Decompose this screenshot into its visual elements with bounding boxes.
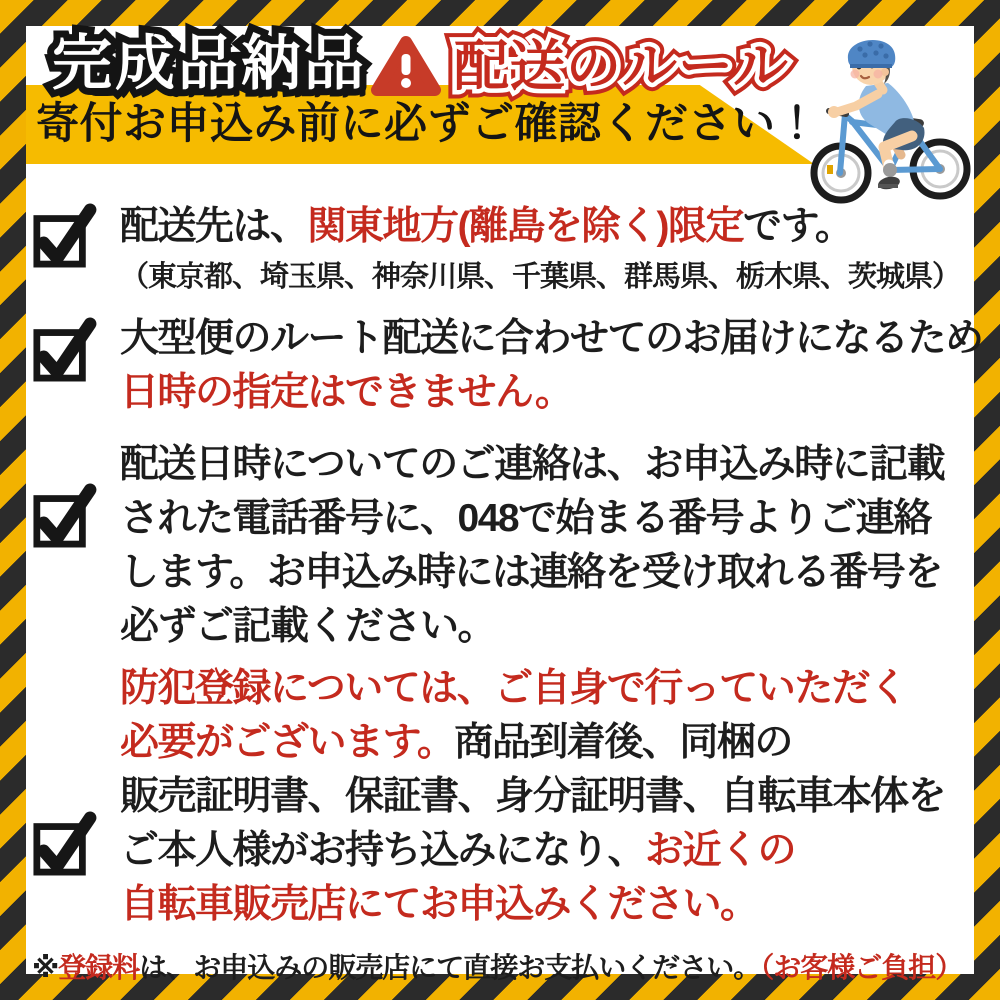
checklist-item bbox=[32, 438, 974, 654]
text-segment: ※ bbox=[32, 952, 59, 983]
checklist bbox=[26, 192, 983, 932]
text-segment: は、お申込みの販売店にて直接お支払いください。 bbox=[139, 952, 761, 983]
text-line bbox=[120, 492, 944, 546]
text-line bbox=[120, 546, 944, 600]
footnote bbox=[26, 942, 974, 988]
text-segment: （お客様ご負担） bbox=[760, 952, 963, 983]
notice-poster bbox=[26, 26, 983, 983]
helmet bbox=[848, 40, 895, 68]
text-line bbox=[120, 600, 944, 654]
checkbox-checked-icon bbox=[32, 202, 94, 300]
text-segment: された電話番号に、048で始まる番号よりご連絡 bbox=[120, 497, 931, 540]
checkbox-checked-icon bbox=[32, 316, 94, 420]
text-segment: 商品到着後、同梱の bbox=[454, 721, 792, 764]
text-segment: 販売証明書、保証書、身分証明書、自転車本体を bbox=[120, 775, 946, 818]
text-segment: 日時の指定はできません。 bbox=[120, 371, 573, 414]
text-segment: ご本人様がお持ち込みになり、 bbox=[120, 829, 646, 872]
text-segment: 配送先は、 bbox=[120, 205, 308, 248]
text-segment: します。お申込み時には連絡を受け取れる番号を bbox=[120, 551, 942, 594]
text-segment: です。 bbox=[743, 205, 853, 248]
text-segment: お近くの bbox=[645, 829, 796, 872]
checkbox-checked-icon bbox=[32, 482, 94, 654]
text-line bbox=[120, 254, 960, 300]
text-segment: 必要がございます。 bbox=[120, 721, 455, 764]
checklist-item bbox=[32, 662, 974, 932]
text-segment: 防犯登録については、ご自身で行っていただく bbox=[120, 667, 907, 710]
text-segment: 必ずご記載ください。 bbox=[120, 605, 496, 648]
text-segment: （東京都、埼玉県、神奈川県、千葉県、群馬県、栃木県、茨城県） bbox=[120, 261, 961, 293]
text-line bbox=[120, 438, 944, 492]
text-line bbox=[120, 770, 945, 824]
text-line bbox=[120, 878, 945, 932]
text-line bbox=[120, 366, 983, 420]
page-title-delivery-rules: 配送のルール 配送のルール 配送のルール bbox=[454, 32, 789, 100]
checklist-item bbox=[32, 312, 983, 420]
text-segment: 自転車販売店にてお申込みください。 bbox=[120, 883, 758, 926]
text-segment: 大型便のルート配送に合わせてのお届けになるため bbox=[120, 317, 983, 360]
text-segment: 配送日時についてのご連絡は、お申込み時に記載 bbox=[120, 443, 945, 486]
text-line bbox=[120, 312, 983, 366]
header bbox=[26, 26, 974, 192]
text-segment: 関東地方(離島を除く)限定 bbox=[307, 205, 743, 248]
page-title-finished-product: 完成品納品 完成品納品 bbox=[52, 28, 367, 100]
text-line bbox=[120, 662, 945, 716]
text-line bbox=[120, 716, 945, 770]
checkbox-checked-icon bbox=[32, 810, 94, 932]
text-line bbox=[120, 824, 945, 878]
warning-triangle-icon bbox=[371, 34, 441, 105]
banner-notice-text: 寄付お申込み前に必ずご確認ください！ bbox=[36, 100, 819, 148]
text-segment: 登録料 bbox=[58, 952, 140, 983]
cyclist-illustration bbox=[800, 22, 988, 223]
